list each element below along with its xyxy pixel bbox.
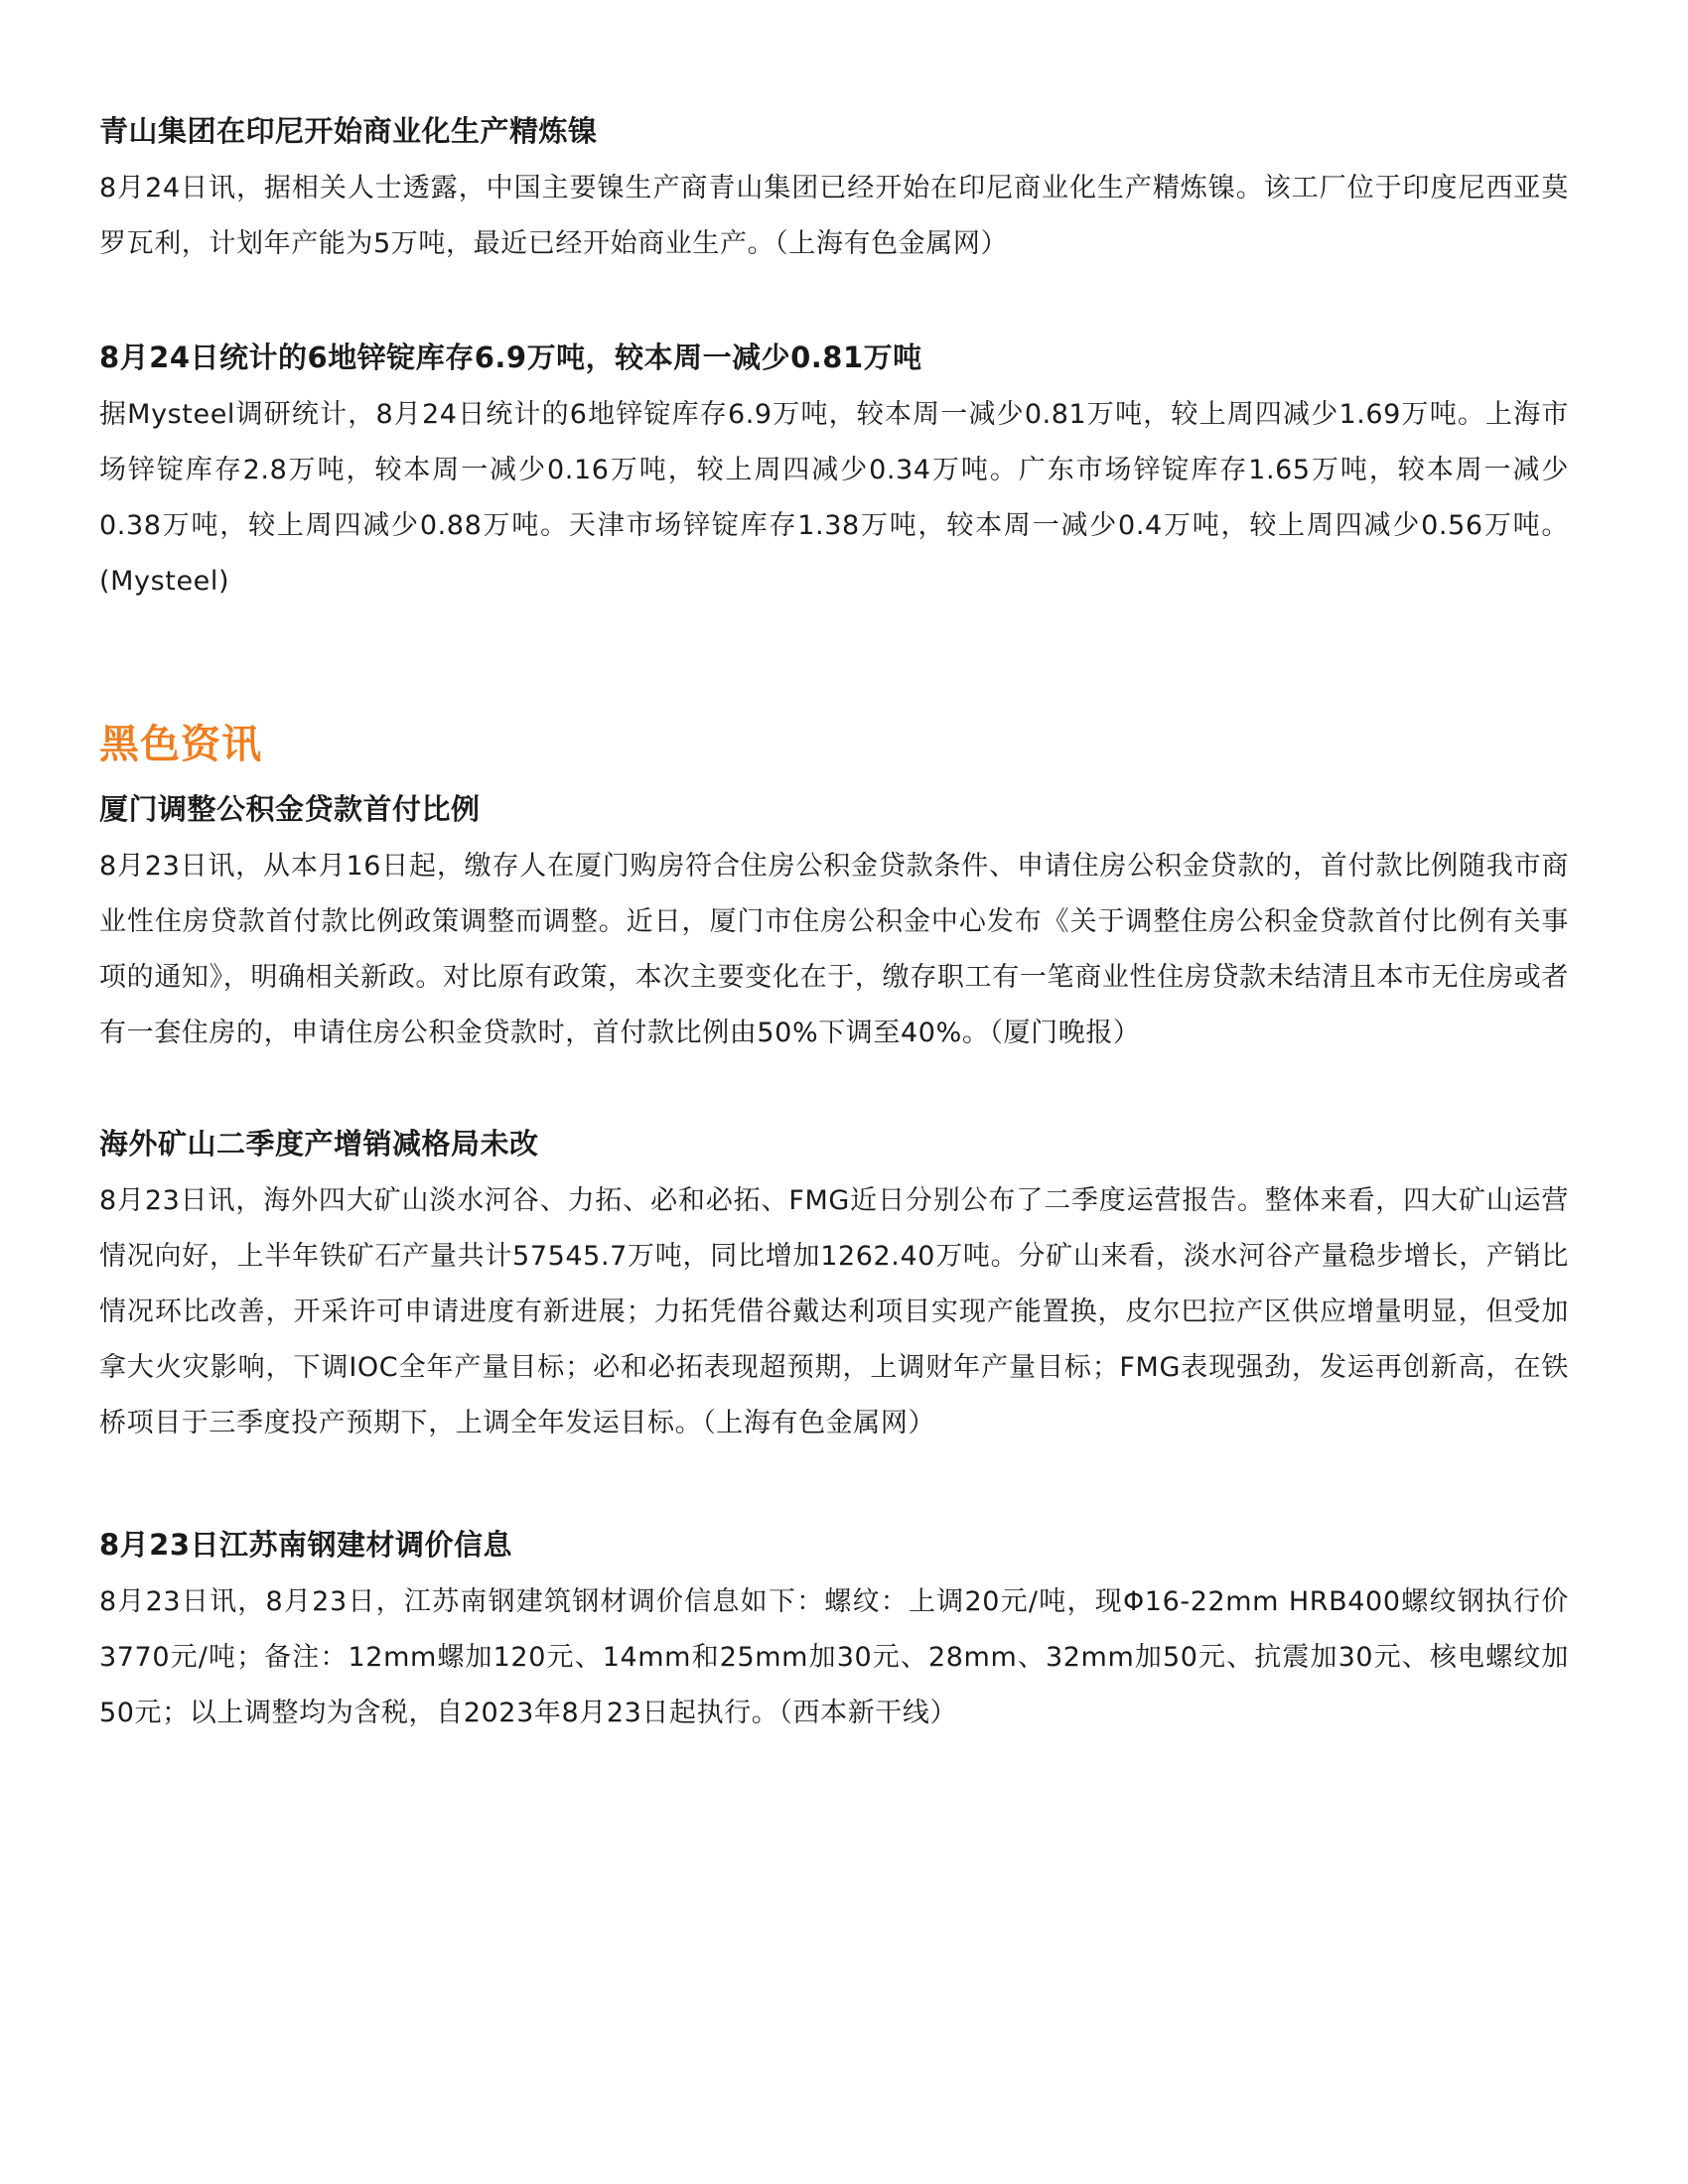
article-body: 8月23日讯，8月23日，江苏南钢建筑钢材调价信息如下：螺纹：上调20元/吨，现Φ16-22mm HRB400螺纹钢执行价3770元/吨；备注：12mm螺加120元、14mm和25mm加30元、28mm、32mm加50元、抗震加30元、核电螺纹加50元；以上调整均为含税，自2023年8月23日起执行。（西本新干线） [99,1586,1569,1728]
article-title: 8月23日江苏南钢建材调价信息 [99,1528,513,1562]
section-heading-black-news: 黑色资讯 [99,722,262,767]
article-title: 海外矿山二季度产增销减格局未改 [99,1127,539,1160]
article-title: 厦门调整公积金贷款首付比例 [99,792,481,826]
article-title: 青山集团在印尼开始商业化生产精炼镍 [99,114,598,148]
article-nangang-price-adjustment [99,1523,1569,1741]
article-xiamen-provident-fund [99,787,1569,1061]
article-overseas-mines [99,1122,1569,1451]
article-qingshan-nickel [99,109,1569,272]
article-body: 8月24日讯，据相关人士透露，中国主要镍生产商青山集团已经开始在印尼商业化生产精炼镍。该工厂位于印度尼西亚莫罗瓦利，计划年产能为5万吨，最近已经开始商业生产。（上海有色金属网） [99,173,1569,259]
article-title: 8月24日统计的6地锌锭库存6.9万吨，较本周一减少0.81万吨 [99,341,922,374]
article-body: 据Mysteel调研统计，8月24日统计的6地锌锭库存6.9万吨，较本周一减少0.81万吨，较上周四减少1.69万吨。上海市场锌锭库存2.8万吨，较本周一减少0.16万吨，较上周四减少0.34万吨。广东市场锌锭库存1.65万吨，较本周一减少0.38万吨，较上周四减少0.88万吨。天津市场锌锭库存1.38万吨，较本周一减少0.4万吨，较上周四减少0.56万吨。(Mysteel) [99,399,1569,597]
article-body: 8月23日讯，海外四大矿山淡水河谷、力拓、必和必拓、FMG近日分别公布了二季度运营报告。整体来看，四大矿山运营情况向好，上半年铁矿石产量共计57545.7万吨，同比增加1262.40万吨。分矿山来看，淡水河谷产量稳步增长，产销比情况环比改善，开采许可申请进度有新进展；力拓凭借谷戴达利项目实现产能置换，皮尔巴拉产区供应增量明显，但受加拿大火灾影响，下调IOC全年产量目标；必和必拓表现超预期，上调财年产量目标；FMG表现强劲，发运再创新高，在铁桥项目于三季度投产预期下，上调全年发运目标。（上海有色金属网） [99,1185,1569,1438]
article-zinc-inventory [99,336,1569,610]
article-body: 8月23日讯，从本月16日起，缴存人在厦门购房符合住房公积金贷款条件、申请住房公积金贷款的，首付款比例随我市商业性住房贷款首付款比例政策调整而调整。近日，厦门市住房公积金中心发布《关于调整住房公积金贷款首付比例有关事项的通知》，明确相关新政。对比原有政策，本次主要变化在于，缴存职工有一笔商业性住房贷款未结清且本市无住房或者有一套住房的，申请住房公积金贷款时，首付款比例由50%下调至40%。（厦门晚报） [99,851,1569,1048]
